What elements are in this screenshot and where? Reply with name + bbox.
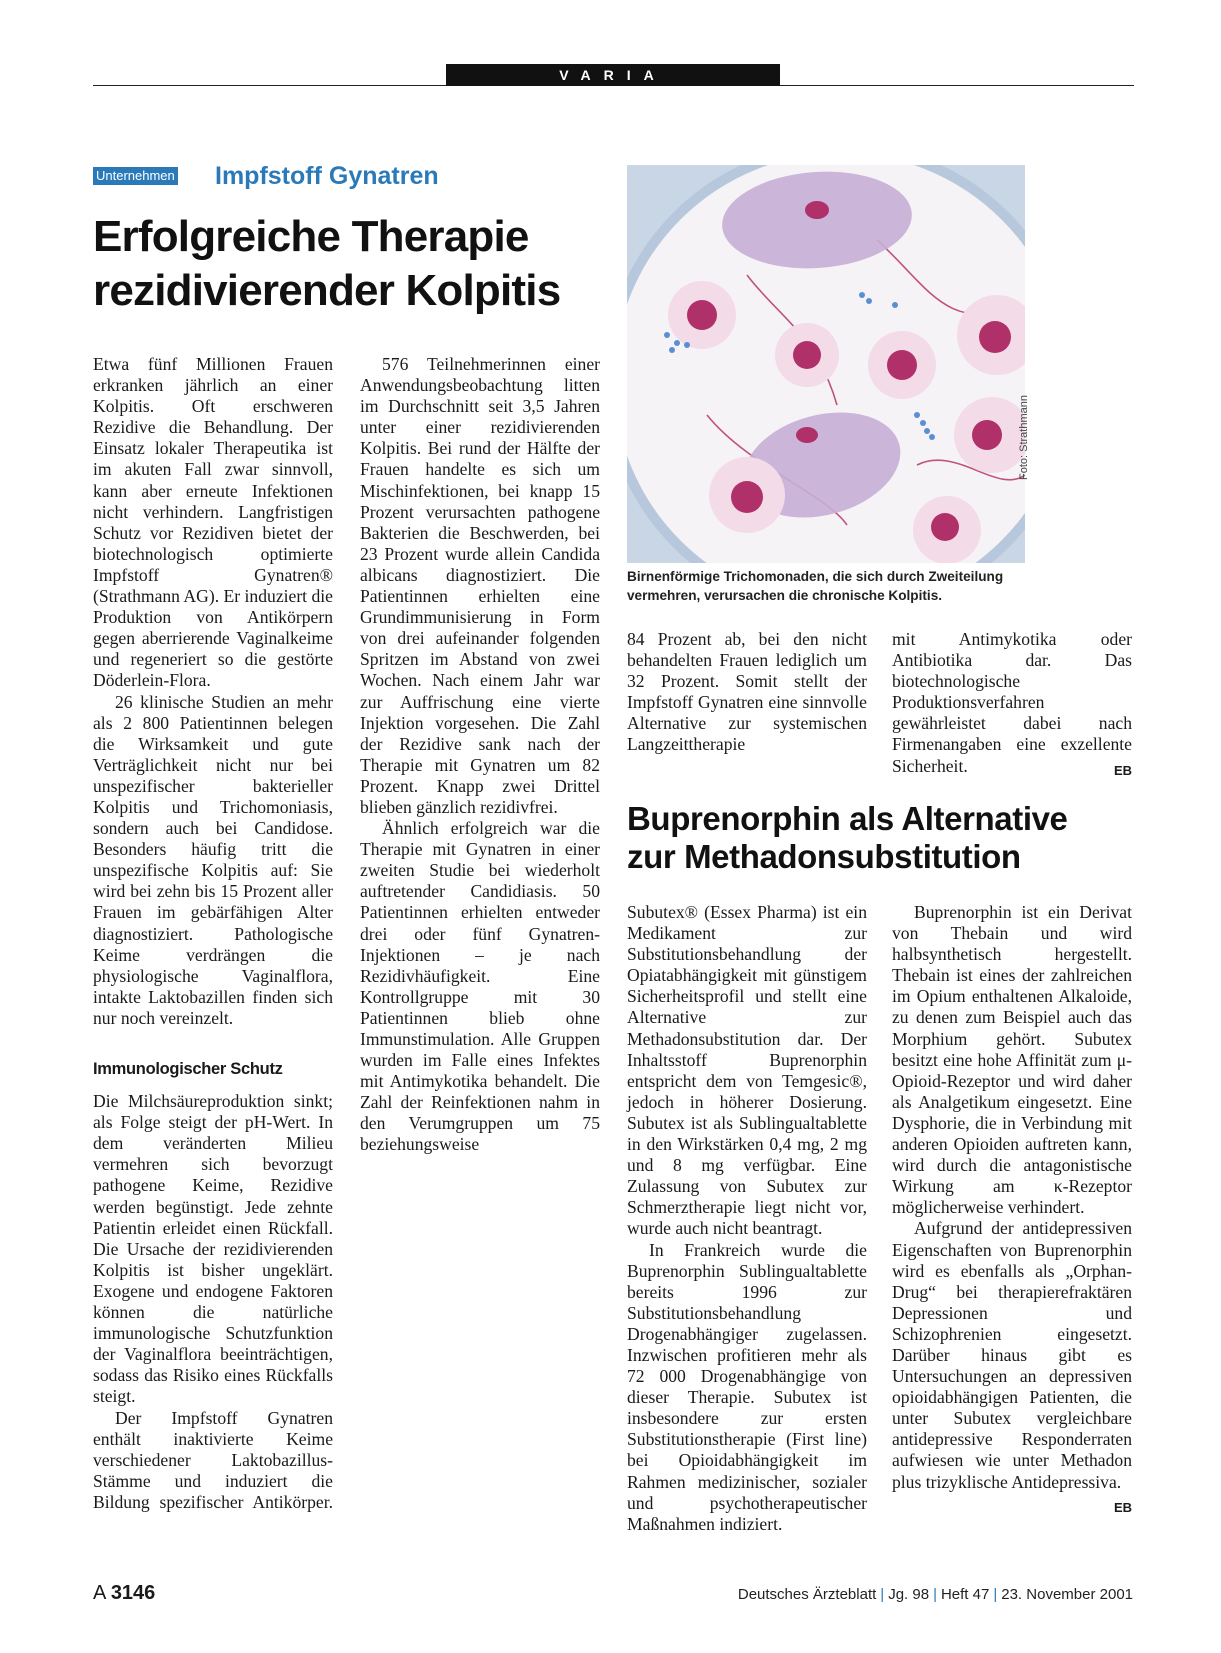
journal-footer: Deutsches Ärzteblatt | Jg. 98 | Heft 47 | 23. November 2001 <box>737 1586 1133 1603</box>
subheading: Immunologischer Schutz <box>93 1060 283 1078</box>
paragraph <box>892 1218 1132 1515</box>
paragraph-text: Aufgrund der antidepressiven Eigenschaften von Buprenorphin wird es ebenfalls als „Orphan-Drug“ bei therapierefraktären Depressionen und Schizophrenien eingesetzt. Darüber hinaus gibt es Untersuchungen an depressiven opioidabhängigen Patienten, die unter Subutex vergleichbare antidepressive Responderraten aufwiesen wie unter Methadon plus trizyklische Antidepressiva. <box>892 1218 1132 1492</box>
article2-column-1 <box>627 902 867 1535</box>
article-title <box>93 210 613 318</box>
page-prefix: A <box>93 1582 106 1604</box>
title-line-2: zur Methadonsubstitution <box>627 838 1021 875</box>
paragraph <box>892 629 1132 777</box>
page-number <box>93 1582 155 1605</box>
paragraph: Subutex® (Essex Pharma) ist ein Medikament zur Substitutionsbehandlung der Opiatabhängigkeit mit günstigem Sicherheitsprofil und stellt eine Alternative zur Methadonsubstitution dar. Der Inhaltsstoff Buprenorphin entspricht dem von Temgesic®, jedoch in höherer Dosierung. Subutex ist als Sublingualtablette in den Wirkstärken 0,4 mg, 2 mg und 8 mg verfügbar. Eine Zulassung von Subutex zur Schmerztherapie liegt nicht vor, wurde auch nicht beantragt. <box>627 902 867 1239</box>
journal-issue: Heft 47 <box>940 1586 990 1603</box>
journal-volume: Jg. 98 <box>888 1586 930 1603</box>
article1-column-4 <box>892 629 1132 781</box>
author-signature: EB <box>1113 1499 1132 1515</box>
paragraph: Ähnlich erfolgreich war die Therapie mit Gynatren in einer zweiten Studie bei wiederholt auftretender Candidiasis. 50 Patientinnen erhielten entweder drei oder fünf Gynatren-Injektionen – je nach Rezidivhäufigkeit. Eine Kontrollgruppe mit 30 Patientinnen blieb ohne Immunstimulation. Alle Gruppen wurden im Falle eines Infektes mit Antimykotika behandelt. Die Zahl der Reinfektionen nahm in den Verumgruppen um 75 beziehungsweise <box>360 818 600 1155</box>
article-kicker: Impfstoff Gynatren <box>215 162 439 190</box>
article1-column-1 <box>93 354 333 1513</box>
paragraph: In Frankreich wurde die Buprenorphin Sublingualtablette bereits 1996 zur Substitutionsbehandlung Drogenabhängiger zugelassen. Inzwischen profitieren mehr als 72 000 Drogenabhängige von dieser Therapie. Subutex ist insbesondere zur ersten Substitutionstherapie (First line) bei Opioidabhängigkeit im Rahmen medizinischer, sozialer und psychotherapeutischer Maßnahmen indiziert. <box>627 1239 867 1534</box>
section-header: VARIA <box>446 64 780 86</box>
trichomonads-image <box>627 165 1025 563</box>
paragraph: 26 klinische Studien an mehr als 2 800 Patientinnen belegen die Wirksamkeit und gute Verträglichkeit nicht nur bei unspezifischer bakterieller Kolpitis und Trichomoniasis, sondern auch bei Candidose. Besonders häufig tritt die unspezifische Kolpitis auf: Sie wird bei zehn bis 15 Prozent aller Frauen im gebärfähigen Alter diagnostiziert. Pathologische Keime verdrängen die physiologische Vaginalflora, intakte Laktobazillen finden sich nur noch vereinzelt. <box>93 691 333 1028</box>
title-line-1: Erfolgreiche Therapie <box>93 212 529 261</box>
paragraph: Die Milchsäureproduktion sinkt; als Folge steigt der pH-Wert. In dem veränderten Milieu vermehren sich bevorzugt pathogene Keime, Rezidive werden begünstigt. Jede zehnte Patientin erleidet einen Rückfall. Die Ursache der rezidivierenden Kolpitis ist bisher ungeklärt. Exogene und endogene Faktoren können die natürliche immunologische Schutzfunktion der Vaginalflora beeinträchtigen, sodass das Risiko eines Rückfalls steigt. <box>93 1091 333 1407</box>
photo-credit: Foto: Strathmann <box>1018 395 1030 480</box>
article1-column-3 <box>627 629 867 756</box>
paragraph: 84 Prozent ab, bei den nicht behandelten Frauen lediglich um 32 Prozent. Somit stellt der Impfstoff Gynatren eine sinnvolle Alternative zur systemischen Langzeittherapie <box>627 629 867 755</box>
page-number-value: 3146 <box>110 1582 156 1604</box>
author-signature: EB <box>1113 762 1132 778</box>
article2-column-2 <box>892 902 1132 1518</box>
paragraph: Buprenorphin ist ein Derivat von Thebain und wird halbsynthetisch hergestellt. Thebain ist eines der zahlreichen im Opium enthaltenen Alkaloide, zu denen zum Beispiel auch das Morphium gehört. Subutex besitzt eine hohe Affinität zum μ-Opioid-Rezeptor und wird daher als Analgetikum eingesetzt. Eine Dysphorie, die in Verbindung mit anderen Opioiden auftreten kann, wird durch die antagonistische Wirkung am κ-Rezeptor möglicherweise verhindert. <box>892 902 1132 1218</box>
paragraph: Etwa fünf Millionen Frauen erkranken jährlich an einer Kolpitis. Oft erschweren Rezidive die Behandlung. Der Einsatz lokaler Therapeutika ist im akuten Fall zwar sinnvoll, kann aber erneute Infektionen nicht verhindern. Langfristigen Schutz vor Rezidiven bietet der biotechnologisch optimierte Impfstoff Gynatren® (Strathmann AG). Er induziert die Produktion von Antikörpern gegen aberrierende Vaginalkeime und regeneriert so die gestörte Döderlein-Flora. <box>93 354 333 691</box>
paragraph-text: mit Antimykotika oder Antibiotika dar. Das biotechnologische Produktionsverfahren gewährleistet dabei nach Firmenangaben eine exzellente Sicherheit. <box>892 629 1132 776</box>
category-badge: Unternehmen <box>93 167 178 185</box>
journal-date: 23. November 2001 <box>1001 1586 1133 1603</box>
paragraph: Der Impfstoff Gynatren enthält inaktivierte Keime verschiedener Laktobazillus-Stämme und induziert die Bildung spezifischer Antikörper. <box>93 1407 333 1512</box>
title-line-1: Buprenorphin als Alternative <box>627 800 1068 837</box>
figure-caption: Birnenförmige Trichomonaden, die sich durch Zweiteilung vermehren, verursachen die chronische Kolpitis. <box>627 569 1004 603</box>
article1-column-2 <box>360 354 600 1156</box>
article2-title <box>627 800 1147 876</box>
paragraph: 576 Teilnehmerinnen einer Anwendungsbeobachtung litten im Durchschnitt seit 3,5 Jahren unter einer rezidivierenden Kolpitis. Bei rund der Hälfte der Frauen handelte es sich um Mischinfektionen, bei knapp 15 Prozent verursachten pathogene Bakterien die Beschwerden, bei 23 Prozent wurde allein Candida albicans diagnostiziert. Die Patientinnen erhielten eine Grundimmunisierung in Form von drei aufeinander folgenden Spritzen im Abstand von zwei Wochen. Nach einem Jahr war zur Auffrischung eine vierte Injektion vorgesehen. Die Zahl der Rezidive sank nach der Therapie mit Gynatren um 82 Prozent. Knapp zwei Drittel blieben gänzlich rezidivfrei. <box>360 354 600 817</box>
journal-name: Deutsches Ärzteblatt <box>737 1586 877 1603</box>
title-line-2: rezidivierender Kolpitis <box>93 266 561 315</box>
